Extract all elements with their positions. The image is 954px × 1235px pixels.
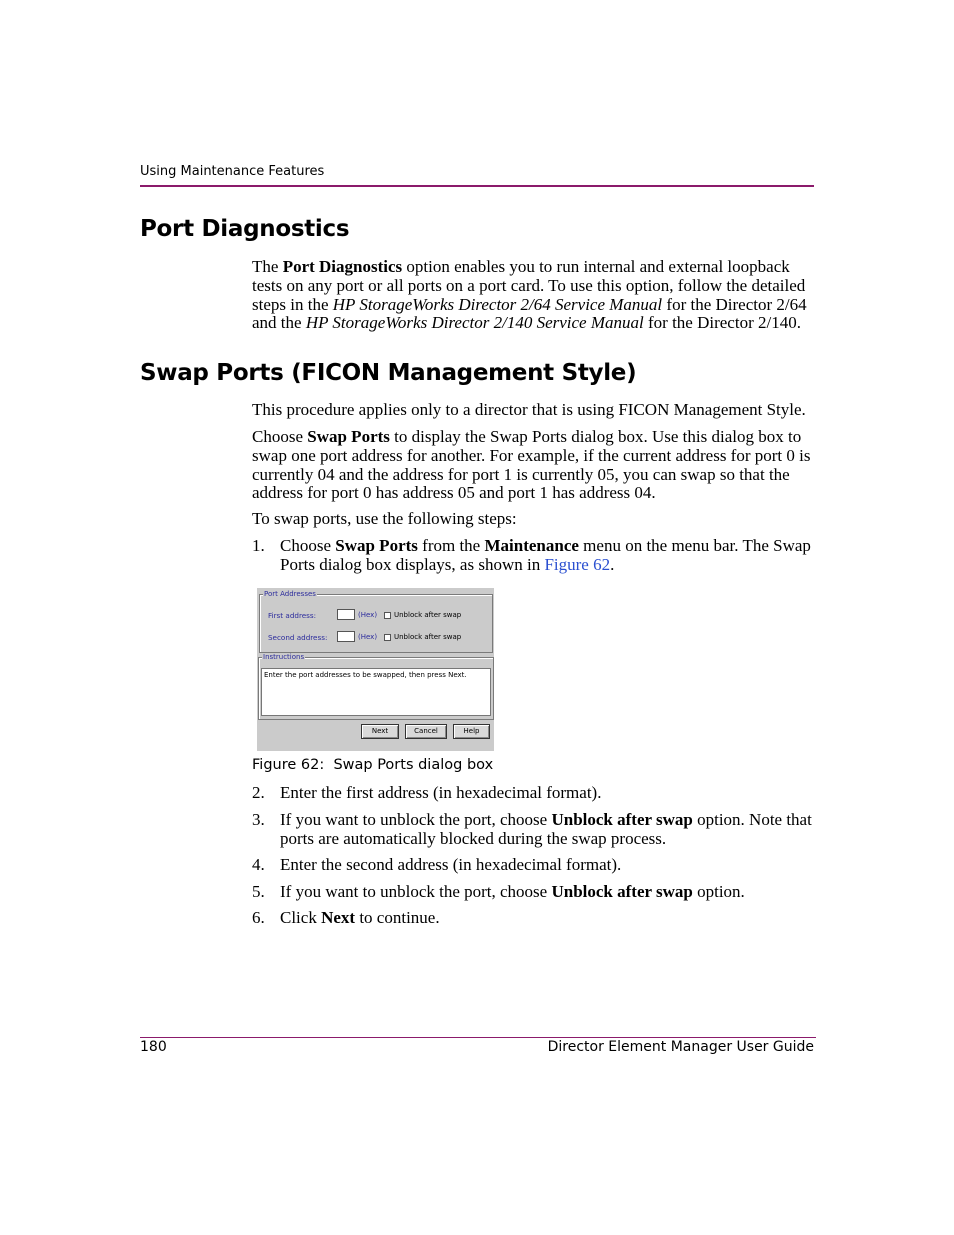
first-address-label: First address: (268, 611, 317, 620)
help-button[interactable]: Help (453, 724, 490, 739)
instructions-title: Instructions (263, 653, 305, 661)
swap-ports-dialog (257, 588, 494, 751)
figure-label: Figure 62: (252, 757, 325, 773)
heading-swap-ports: Swap Ports (FICON Management Style) (140, 360, 637, 386)
second-unblock-checkbox[interactable] (384, 634, 391, 641)
instructions-group (258, 653, 494, 720)
second-hex-label: (Hex) (358, 633, 378, 641)
second-address-input[interactable] (337, 631, 355, 642)
first-unblock-checkbox[interactable] (384, 612, 391, 619)
instructions-box (261, 668, 491, 716)
first-hex-label: (Hex) (358, 611, 378, 619)
page-number: 180 (140, 1039, 167, 1055)
cancel-button[interactable]: Cancel (405, 724, 447, 739)
header-rule (140, 185, 814, 187)
first-address-input[interactable] (337, 609, 355, 620)
step-3: 3. If you want to unblock the port, choose Unblock after swap option. Note that ports are automatically blocked during the swap process. (252, 810, 812, 848)
footer-rule (140, 1037, 816, 1038)
instructions-text: Enter the port addresses to be swapped, then press Next. (264, 671, 467, 679)
step-6: 6. Click Next to continue. (252, 908, 440, 927)
running-header: Using Maintenance Features (140, 164, 325, 179)
step-2: 2. Enter the first address (in hexadecimal format). (252, 783, 602, 802)
swap-ports-intro: This procedure applies only to a director that is using FICON Management Style. (252, 400, 806, 419)
port-addresses-group (259, 590, 493, 653)
figure-62-link[interactable]: Figure 62 (544, 554, 611, 574)
figure-caption (252, 757, 493, 773)
swap-ports-description: Choose Swap Ports to display the Swap Ports dialog box. Use this dialog box to swap one port address for another. For example, if the current address for port 0 is currently 04 and the address for port 1 is currently 05, you can swap so that the address for port 0 has address 05 and port 1 has address 04. (252, 427, 811, 503)
second-unblock-label: Unblock after swap (394, 633, 462, 641)
port-addresses-title: Port Addresses (264, 590, 316, 598)
next-button[interactable]: Next (361, 724, 399, 739)
steps-intro: To swap ports, use the following steps: (252, 509, 517, 528)
port-diagnostics-paragraph: The Port Diagnostics option enables you to run internal and external loopback tests on any port or all ports on a port card. To use this option, follow the detailed steps in the HP StorageWorks Director 2/64 Service Manual for the Director 2/64 and the HP StorageWorks Director 2/140 Service Manual for the Director 2/140. (252, 257, 807, 333)
step-4: 4. Enter the second address (in hexadecimal format). (252, 855, 622, 874)
step-5: 5. If you want to unblock the port, choose Unblock after swap option. (252, 882, 745, 901)
second-address-label: Second address: (268, 633, 328, 642)
step-1: 1. Choose Swap Ports from the Maintenance menu on the menu bar. The Swap Ports dialog box displays, as shown in Figure 62. (252, 536, 811, 574)
figure-title: Swap Ports dialog box (333, 757, 494, 773)
footer-doc-title: Director Element Manager User Guide (547, 1039, 814, 1055)
heading-port-diagnostics: Port Diagnostics (140, 216, 350, 242)
first-unblock-label: Unblock after swap (394, 611, 462, 619)
